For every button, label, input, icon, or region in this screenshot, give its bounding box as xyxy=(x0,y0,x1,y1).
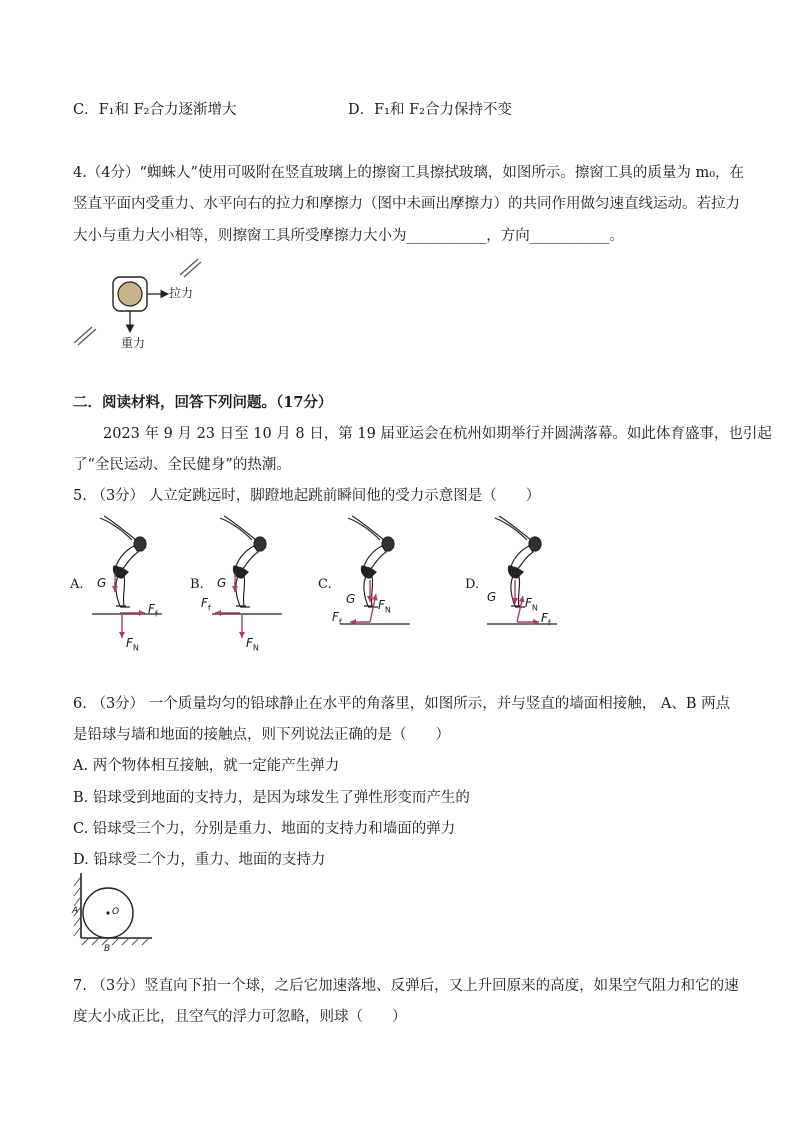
normal-force-label: $F_N$ xyxy=(246,636,259,653)
gravity-force-label: 重力 xyxy=(121,336,146,350)
q6-stem-line2: 是铅球与墙和地面的接触点，则下列说法正确的是（ ） xyxy=(73,727,450,743)
q5-stem: 5. （3分） 人立定跳远时，脚蹬地起跳前瞬间他的受力示意图是（ ） xyxy=(73,488,541,504)
q5-option-letter: B. xyxy=(190,577,204,592)
q5-option-letter: D. xyxy=(465,577,480,592)
floor-hatching xyxy=(82,939,148,945)
gravity-label: G xyxy=(97,576,107,590)
section2-paragraph-line1: 2023 年 9 月 23 日至 10 月 8 日，第 19 届亚运会在杭州如期举行并圆满落幕。如此体育盛事，也引起 xyxy=(103,426,772,442)
q4-window-cleaner-figure xyxy=(70,255,210,355)
gravity-label: G xyxy=(346,592,356,606)
glass-hatch-bottom xyxy=(74,327,96,345)
friction-label: $F_f$ xyxy=(332,610,342,627)
q6-shot-put-figure xyxy=(70,870,160,955)
gravity-force-arrow xyxy=(127,311,134,332)
q6-option-d: D. 铅球受二个力，重力、地面的支持力 xyxy=(73,852,326,868)
q6-option-c: C. 铅球受三个力，分别是重力、地面的支持力和墙面的弹力 xyxy=(73,821,456,837)
q5-option-figure xyxy=(70,510,185,660)
jumper-diagram xyxy=(465,510,580,660)
q4-stem-line1: 4.（4分）“蜘蛛人”使用可吸附在竖直玻璃上的擦窗工具擦拭玻璃，如图所示。擦窗工具的质量为 m₀，在 xyxy=(73,165,745,181)
ball-center-dot xyxy=(106,911,109,914)
glass-hatch-top xyxy=(180,259,201,277)
friction-arrow xyxy=(120,610,145,616)
normal-force-arrow xyxy=(239,615,245,638)
cleaning-tool-pad xyxy=(118,282,142,306)
friction-label: $F_f$ xyxy=(148,602,158,619)
pull-force-label: 拉力 xyxy=(169,286,194,300)
jumper-person xyxy=(100,516,146,607)
q4-stem-line2: 竖直平面内受重力、水平向右的拉力和摩擦力（图中未画出摩擦力）的共同作用做匀速直线运动。若拉力 xyxy=(73,196,740,212)
q4-stem-line3: 大小与重力大小相等，则擦窗工具所受摩擦力大小为___________，方向___________。 xyxy=(73,228,624,244)
section2-title: 二．阅读材料，回答下列问题。（17分） xyxy=(73,394,333,411)
jumper-diagram xyxy=(318,510,433,660)
normal-force-label: $F_N$ xyxy=(525,596,538,613)
q5-option-figure xyxy=(465,510,580,660)
pull-force-arrow xyxy=(147,291,168,298)
q6-option-b: B. 铅球受到地面的支持力，是因为球发生了弹性形变而产生的 xyxy=(73,790,470,806)
jumper-person xyxy=(495,516,541,607)
q5-option-figure xyxy=(318,510,433,660)
normal-force-label: $F_N$ xyxy=(378,598,391,615)
q5-option-figure xyxy=(190,510,305,660)
jumper-person xyxy=(220,516,266,607)
q7-stem-line1: 7. （3分）竖直向下拍一个球，之后它加速落地、反弹后，又上升回原来的高度，如果空气阻力和它的速 xyxy=(73,978,739,994)
q5-option-letter: A. xyxy=(70,577,84,592)
section2-paragraph-line2: 了“全民运动、全民健身”的热潮。 xyxy=(73,457,291,473)
friction-arrow xyxy=(215,610,240,616)
q7-stem-line2: 度大小成正比，且空气的浮力可忽略，则球（ ） xyxy=(73,1009,407,1025)
normal-force-label: $F_N$ xyxy=(126,636,139,653)
q5-option-letter: C. xyxy=(318,577,332,592)
friction-label: $F_f$ xyxy=(201,596,211,613)
q3-option-c: C．F₁和 F₂合力逐渐增大 xyxy=(73,102,237,118)
normal-force-arrow xyxy=(119,615,125,638)
contact-point-b-label: B xyxy=(104,944,111,954)
friction-label: $F_f$ xyxy=(541,611,551,628)
q6-option-a: A. 两个物体相互接触，就一定能产生弹力 xyxy=(73,758,340,774)
center-o-label: O xyxy=(112,907,120,917)
q3-option-d: D．F₁和 F₂合力保持不变 xyxy=(348,102,512,118)
gravity-label: G xyxy=(487,590,497,604)
gravity-label: G xyxy=(217,576,227,590)
q6-stem-line1: 6. （3分） 一个质量均匀的铅球静止在水平的角落里，如图所示，并与竖直的墙面相接触， A、B 两点 xyxy=(73,696,731,712)
contact-point-a-label: A xyxy=(72,906,79,916)
